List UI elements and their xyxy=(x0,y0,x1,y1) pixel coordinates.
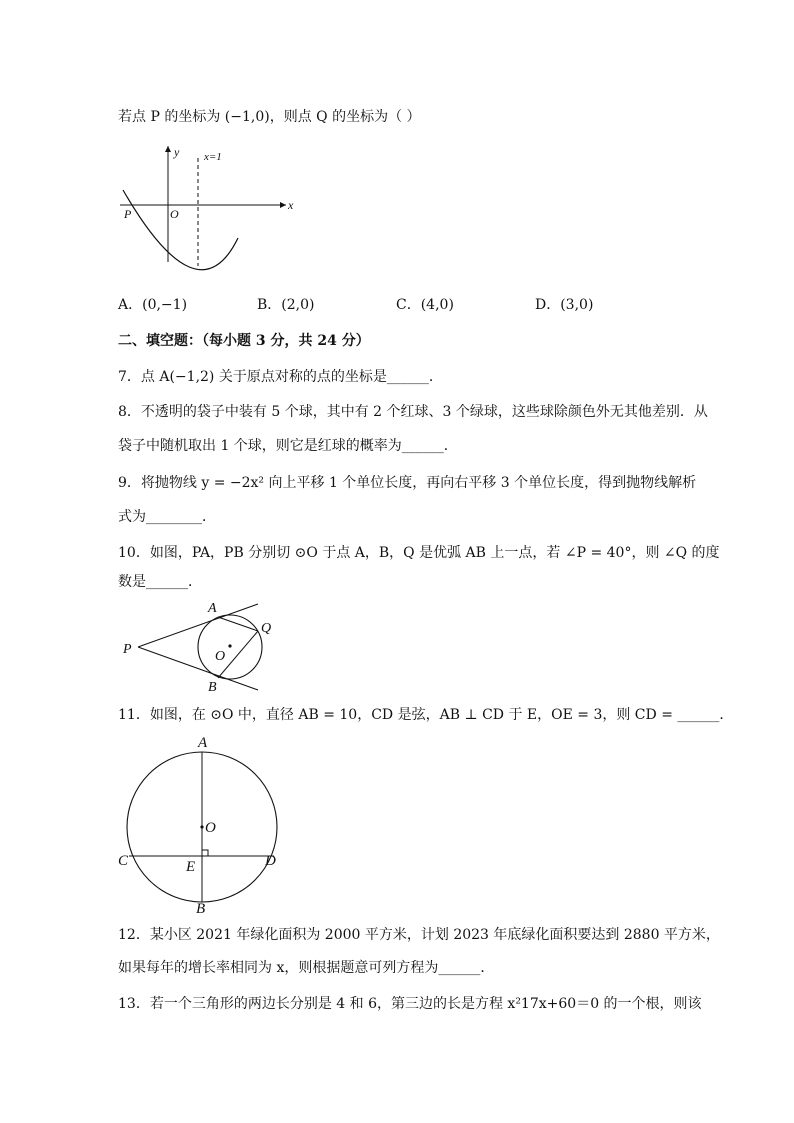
question-9-line-1: 9．将抛物线 y = −2x² 向上平移 1 个单位长度，再向右平移 3 个单位长度，得到抛物线解析 xyxy=(118,475,697,491)
parabola-graph xyxy=(118,140,298,270)
label-a: A xyxy=(198,735,208,751)
option-b: B．(2,0) xyxy=(257,297,315,313)
question-13: 13．若一个三角形的两边长分别是 4 和 6，第三边的长是方程 x²17x+60＝0 的一个根，则该 xyxy=(118,996,702,1012)
parabola-curve xyxy=(123,190,238,270)
question-12-line-2: 如果每年的增长率相同为 x，则根据题意可列方程为______． xyxy=(118,960,495,976)
x-label: x xyxy=(288,198,294,212)
label-q: Q xyxy=(261,621,272,636)
label-c: C xyxy=(118,853,129,869)
point-p-label: P xyxy=(124,207,132,221)
option-c: C．(4,0) xyxy=(396,297,454,313)
option-a: A．(0,−1) xyxy=(118,297,188,313)
question-8-line-2: 袋子中随机取出 1 个球，则它是红球的概率为______． xyxy=(118,438,458,454)
y-label: y xyxy=(174,145,180,159)
question-6-stem: 若点 P 的坐标为 (−1,0)，则点 Q 的坐标为（ ） xyxy=(118,109,421,125)
question-10-line-2: 数是______． xyxy=(118,574,202,590)
center-dot xyxy=(200,825,203,828)
tangent-circle-figure xyxy=(118,598,288,693)
label-e: E xyxy=(186,859,196,875)
center-dot xyxy=(228,644,231,647)
tangent-pb xyxy=(138,647,258,690)
label-d: D xyxy=(265,853,276,869)
origin-label: O xyxy=(170,207,179,221)
question-9-line-2: 式为________． xyxy=(118,509,216,525)
question-10-line-1: 10．如图，PA，PB 分别切 ⊙O 于点 A，B，Q 是优弧 AB 上一点，若 ∠P = 40°，则 ∠Q 的度 xyxy=(118,545,720,561)
label-o: O xyxy=(215,649,226,664)
question-7: 7．点 A(−1,2) 关于原点对称的点的坐标是______． xyxy=(118,369,443,385)
tangent-pa xyxy=(138,604,258,647)
right-angle-mark xyxy=(202,850,208,856)
label-p: P xyxy=(123,642,132,657)
question-12-line-1: 12．某小区 2021 年绿化面积为 2000 平方米，计划 2023 年底绿化面积要达到 2880 平方米， xyxy=(118,927,720,943)
axis-label: x=1 xyxy=(204,151,222,163)
option-d: D．(3,0) xyxy=(535,297,594,313)
label-b: B xyxy=(208,680,217,695)
diameter-chord-figure xyxy=(116,730,291,915)
question-8-line-1: 8．不透明的袋子中装有 5 个球，其中有 2 个红球、3 个绿球，这些球除颜色外无其他差别．从 xyxy=(118,404,708,420)
label-a: A xyxy=(208,601,217,616)
label-b: B xyxy=(196,901,206,917)
question-11: 11．如图，在 ⊙O 中，直径 AB = 10，CD 是弦，AB ⊥ CD 于 E，OE = 3，则 CD = ______． xyxy=(118,707,734,723)
section-2-heading: 二、填空题：（每小题 3 分，共 24 分） xyxy=(118,333,370,349)
label-o: O xyxy=(205,820,216,836)
